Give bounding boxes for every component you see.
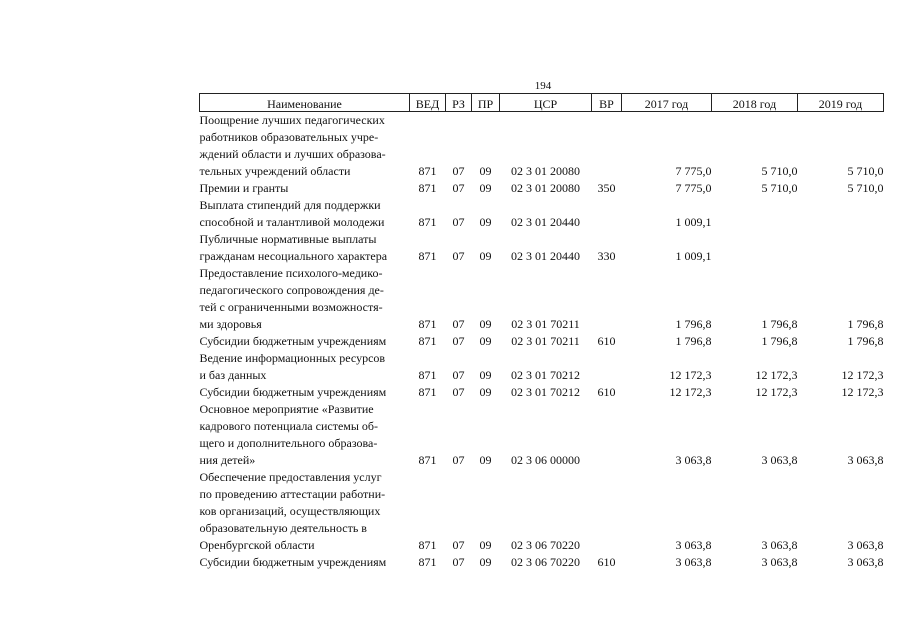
table-row [200, 112, 884, 181]
col-header-2017: 2017 год [622, 94, 712, 112]
cell-2019: 5 710,0 [847, 164, 884, 178]
cell-ved: 871 [418, 385, 437, 399]
cell-2017: 3 063,8 [675, 538, 712, 552]
cell-pr: 09 [479, 164, 492, 178]
name-line: способной и талантливой молодежи [199, 215, 385, 229]
col-header-vr: ВР [592, 94, 622, 112]
cell-csr: 02 3 01 70211 [511, 334, 580, 348]
cell-2017: 1 796,8 [675, 317, 712, 331]
cell-name [200, 384, 410, 401]
cell-2018: 1 796,8 [761, 317, 798, 331]
cell-pr: 09 [479, 215, 492, 229]
name-line: Субсидии бюджетным учреждениям [199, 334, 387, 348]
cell-2019: 12 172,3 [841, 368, 884, 382]
cell-pr: 09 [479, 385, 492, 399]
budget-table [199, 93, 884, 571]
cell-csr: 02 3 06 00000 [511, 453, 580, 467]
cell-2017: 12 172,3 [669, 368, 712, 382]
cell-pr: 09 [479, 368, 492, 382]
col-header-2018: 2018 год [712, 94, 798, 112]
cell-2018: 3 063,8 [761, 453, 798, 467]
cell-vr [592, 197, 622, 231]
name-line: Субсидии бюджетным учреждениям [199, 385, 387, 399]
cell-csr: 02 3 01 20440 [511, 249, 580, 263]
table-header-row [200, 94, 884, 112]
cell-csr: 02 3 01 20440 [511, 215, 580, 229]
cell-csr: 02 3 01 70211 [511, 317, 580, 331]
cell-name [200, 231, 410, 265]
col-header-rz: РЗ [446, 94, 472, 112]
cell-2019: 1 796,8 [847, 317, 884, 331]
cell-rz: 07 [452, 385, 465, 399]
name-line: Публичные нормативные выплаты [199, 232, 377, 246]
name-line: тельных учреждений области [199, 164, 351, 178]
cell-name [200, 112, 410, 181]
cell-pr: 09 [479, 555, 492, 569]
name-line: Выплата стипендий для поддержки [199, 198, 381, 212]
cell-2017: 7 775,0 [675, 164, 712, 178]
cell-pr: 09 [479, 538, 492, 552]
cell-pr: 09 [479, 317, 492, 331]
cell-vr [592, 350, 622, 384]
cell-2018: 5 710,0 [761, 164, 798, 178]
col-header-2019: 2019 год [798, 94, 884, 112]
cell-ved: 871 [418, 317, 437, 331]
cell-2018: 12 172,3 [755, 368, 798, 382]
col-header-csr: ЦСР [500, 94, 592, 112]
cell-2018 [712, 197, 798, 231]
col-header-ved: ВЕД [410, 94, 446, 112]
cell-name [200, 469, 410, 554]
name-line: ния детей» [199, 453, 256, 467]
cell-csr: 02 3 01 20080 [511, 181, 580, 195]
cell-name [200, 333, 410, 350]
cell-vr: 610 [597, 555, 616, 569]
name-line: кадрового потенциала системы об- [199, 419, 379, 433]
cell-2017: 1 796,8 [675, 334, 712, 348]
cell-ved: 871 [418, 181, 437, 195]
cell-2018: 3 063,8 [761, 538, 798, 552]
cell-pr: 09 [479, 181, 492, 195]
cell-name [200, 554, 410, 571]
cell-2019: 5 710,0 [847, 181, 884, 195]
cell-ved: 871 [418, 215, 437, 229]
cell-rz: 07 [452, 181, 465, 195]
cell-csr: 02 3 01 70212 [511, 368, 580, 382]
name-line: ждений области и лучших образова- [199, 147, 386, 161]
cell-vr [592, 112, 622, 181]
cell-vr [592, 401, 622, 469]
cell-csr: 02 3 01 20080 [511, 164, 580, 178]
cell-rz: 07 [452, 555, 465, 569]
cell-name [200, 350, 410, 384]
cell-2019: 1 796,8 [847, 334, 884, 348]
cell-ved: 871 [418, 555, 437, 569]
cell-rz: 07 [452, 249, 465, 263]
table-row [200, 231, 884, 265]
col-header-name: Наименование [200, 94, 410, 112]
name-line: педагогического сопровождения де- [199, 283, 384, 297]
name-line: щего и дополнительного образова- [199, 436, 378, 450]
cell-pr: 09 [479, 453, 492, 467]
name-line: тей с ограниченными возможностя- [199, 300, 383, 314]
cell-rz: 07 [452, 317, 465, 331]
cell-csr: 02 3 01 70212 [511, 385, 580, 399]
page-number: 194 [534, 80, 552, 92]
cell-ved: 871 [418, 164, 437, 178]
name-line: ми здоровья [199, 317, 262, 331]
cell-rz: 07 [452, 164, 465, 178]
cell-rz: 07 [452, 215, 465, 229]
cell-rz: 07 [452, 368, 465, 382]
cell-2018: 5 710,0 [761, 181, 798, 195]
cell-2017: 3 063,8 [675, 453, 712, 467]
cell-vr: 610 [597, 385, 616, 399]
cell-2017: 1 009,1 [675, 215, 712, 229]
name-line: Основное мероприятие «Развитие [199, 402, 374, 416]
table-row [200, 384, 884, 401]
table-row [200, 265, 884, 333]
cell-rz: 07 [452, 334, 465, 348]
name-line: по проведению аттестации работни- [199, 487, 386, 501]
cell-2017: 3 063,8 [675, 555, 712, 569]
cell-name [200, 197, 410, 231]
cell-2017: 1 009,1 [675, 249, 712, 263]
cell-vr: 350 [597, 181, 616, 195]
cell-2017: 7 775,0 [675, 181, 712, 195]
cell-vr: 610 [597, 334, 616, 348]
cell-2018: 3 063,8 [761, 555, 798, 569]
name-line: ков организаций, осуществляющих [199, 504, 381, 518]
name-line: образовательную деятельность в [199, 521, 367, 535]
cell-rz: 07 [452, 538, 465, 552]
cell-vr: 330 [597, 249, 616, 263]
table-row [200, 333, 884, 350]
cell-vr [592, 469, 622, 554]
table-body [200, 112, 884, 572]
name-line: гражданам несоциального характера [199, 249, 388, 263]
name-line: работников образовательных учре- [199, 130, 379, 144]
table-row [200, 350, 884, 384]
name-line: Оренбургской области [199, 538, 315, 552]
cell-name [200, 401, 410, 469]
cell-2019 [798, 197, 884, 231]
cell-2018: 12 172,3 [755, 385, 798, 399]
cell-pr: 09 [479, 334, 492, 348]
cell-ved: 871 [418, 368, 437, 382]
cell-2018 [712, 231, 798, 265]
cell-2019: 3 063,8 [847, 555, 884, 569]
cell-2019: 12 172,3 [841, 385, 884, 399]
col-header-pr: ПР [472, 94, 500, 112]
table-row [200, 197, 884, 231]
name-line: Субсидии бюджетным учреждениям [199, 555, 387, 569]
cell-ved: 871 [418, 538, 437, 552]
name-line: Предоставление психолого-медико- [199, 266, 383, 280]
cell-csr: 02 3 06 70220 [511, 555, 580, 569]
cell-2019: 3 063,8 [847, 453, 884, 467]
cell-ved: 871 [418, 453, 437, 467]
cell-ved: 871 [418, 249, 437, 263]
cell-ved: 871 [418, 334, 437, 348]
cell-name [200, 265, 410, 333]
name-line: Премии и гранты [199, 181, 289, 195]
table-row [200, 180, 884, 197]
cell-vr [592, 265, 622, 333]
cell-pr: 09 [479, 249, 492, 263]
cell-2019 [798, 231, 884, 265]
table-row [200, 401, 884, 469]
name-line: и баз данных [199, 368, 267, 382]
name-line: Поощрение лучших педагогических [199, 113, 385, 127]
name-line: Ведение информационных ресурсов [199, 351, 386, 365]
cell-2018: 1 796,8 [761, 334, 798, 348]
cell-rz: 07 [452, 453, 465, 467]
cell-2019: 3 063,8 [847, 538, 884, 552]
cell-csr: 02 3 06 70220 [511, 538, 580, 552]
name-line: Обеспечение предоставления услуг [199, 470, 382, 484]
cell-2017: 12 172,3 [669, 385, 712, 399]
table-row [200, 469, 884, 554]
table-row [200, 554, 884, 571]
cell-name [200, 180, 410, 197]
